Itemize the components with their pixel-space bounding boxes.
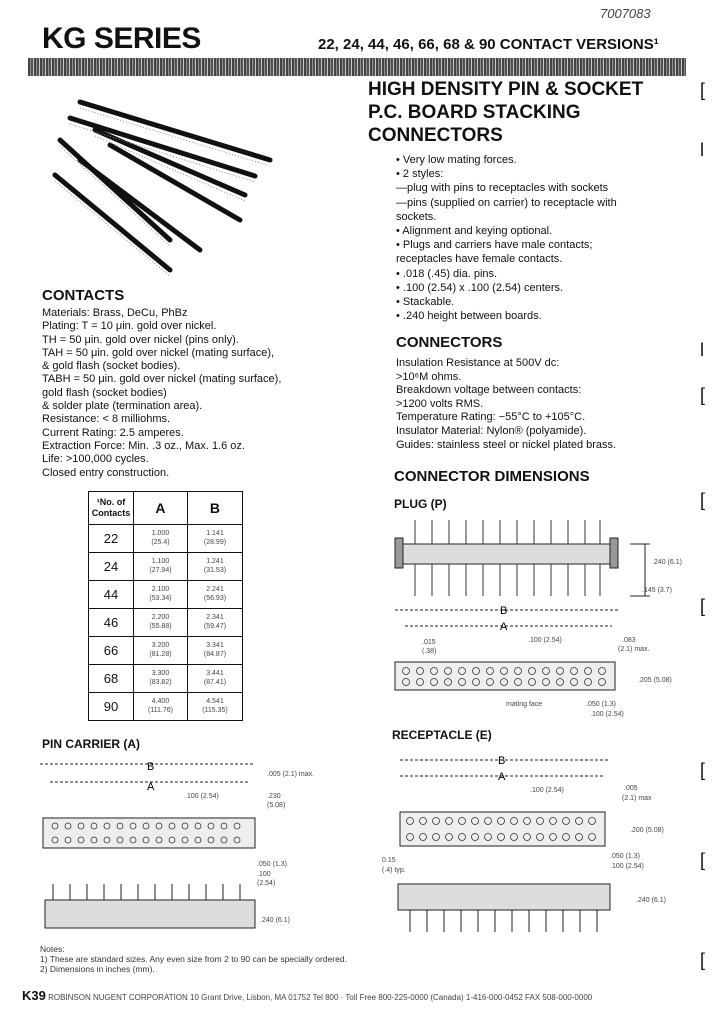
plug-dim-015b: (.38)	[422, 648, 437, 655]
edge-mark: [	[700, 80, 706, 100]
page-number: K39	[22, 988, 46, 1003]
feature-item: • Very low mating forces.	[396, 154, 517, 166]
table-row: 66 3.200 (81.28) 3.341 (84.87)	[89, 637, 243, 665]
table-row: 90 4.400 (111.76) 4.541 (115.35)	[89, 693, 243, 721]
table-row: 68 3.300 (83.82) 3.441 (87.41)	[89, 665, 243, 693]
plug-letter-b: B	[500, 605, 508, 617]
product-title-line-1: HIGH DENSITY PIN & SOCKET	[368, 79, 644, 100]
contacts-line: Plating: T = 10 μin. gold over nickel.	[42, 320, 217, 333]
contacts-line: Closed entry construction.	[42, 466, 170, 479]
carrier-dim-005: .005 (2.1) max.	[267, 771, 315, 778]
carrier-letter-a: A	[147, 781, 155, 793]
product-title-line-3: CONNECTORS	[368, 125, 503, 146]
carrier-dim-100b: .100	[257, 871, 271, 878]
connectors-line: >1200 volts RMS.	[396, 397, 484, 410]
plug-label: PLUG (P)	[394, 497, 447, 511]
table-row: 44 2.100 (53.34) 2.241 (56.93)	[89, 581, 243, 609]
receptacle-dim-015: 0.15	[382, 857, 396, 864]
table-header-b: B	[187, 492, 242, 525]
connectors-heading: CONNECTORS	[396, 334, 503, 351]
plug-letter-a: A	[500, 621, 508, 633]
contact-versions: 22, 24, 44, 46, 66, 68 & 90 CONTACT VERSIONS¹	[318, 36, 659, 53]
product-title-line-2: P.C. BOARD STACKING	[368, 102, 581, 123]
feature-item: • Stackable.	[396, 296, 455, 309]
plug-dim-240: .240 (6.1)	[652, 559, 682, 566]
receptacle-dim-015b: (.4) typ.	[382, 867, 406, 874]
receptacle-letter-b: B	[498, 755, 506, 767]
notes	[40, 944, 347, 974]
feature-item: receptacles have female contacts.	[396, 253, 563, 266]
note-item: 2) Dimensions in inches (mm).	[40, 964, 155, 974]
carrier-dim-230: .230	[267, 793, 281, 800]
edge-mark: l	[700, 140, 704, 160]
feature-item: • .100 (2.54) x .100 (2.54) centers.	[396, 281, 564, 294]
header-rule	[28, 58, 686, 76]
carrier-dim-100c: (2.54)	[257, 880, 276, 887]
contacts-line: gold flash (socket bodies)	[42, 386, 167, 399]
feature-item: sockets.	[396, 210, 437, 223]
carrier-letter-b: B	[147, 761, 155, 773]
contacts-line: Current Rating: 2.5 amperes.	[42, 426, 184, 439]
feature-item: —pins (supplied on carrier) to receptacle with	[396, 196, 617, 209]
footer-text: ROBINSON NUGENT CORPORATION 10 Grant Drive, Lisbon, MA 01752 Tel 800 · Toll Free 800-225-0000 (Canada) 1-416-000-0452 FAX 508-000-0000	[48, 993, 593, 1002]
handwritten-note: 7007083	[600, 6, 651, 21]
contacts-line: Extraction Force: Min. .3 oz., Max. 1.6 oz.	[42, 439, 245, 452]
contacts-specs	[42, 307, 281, 480]
contacts-line: Materials: Brass, DeCu, PhBz	[42, 307, 188, 319]
edge-mark: [	[700, 760, 706, 780]
connectors-line: Breakdown voltage between contacts:	[396, 384, 582, 397]
plug-dim-015: .015	[422, 639, 436, 646]
contact-size-table	[88, 491, 243, 721]
plug-dim-100b: .100 (2.54)	[590, 711, 624, 718]
connectors-line: Guides: stainless steel or nickel plated brass.	[396, 438, 617, 451]
table-row: 22 1.000 (25.4) 1.141 (28.99)	[89, 525, 243, 553]
footer	[22, 988, 592, 1003]
contacts-heading: CONTACTS	[42, 287, 125, 304]
plug-dim-083b: (2.1) max.	[618, 646, 650, 653]
note-item: 1) These are standard sizes. Any even size from 2 to 90 can be specially ordered.	[40, 954, 347, 964]
carrier-dim-100: .100 (2.54)	[185, 793, 219, 800]
feature-item: • 2 styles:	[396, 168, 444, 181]
edge-mark: [	[700, 596, 706, 616]
receptacle-letter-a: A	[498, 771, 506, 783]
contacts-line: & gold flash (socket bodies).	[42, 360, 181, 373]
plug-dim-050: .050 (1.3)	[586, 701, 616, 708]
plug-dim-205: .205 (5.08)	[638, 677, 672, 684]
edge-mark: l	[700, 340, 704, 360]
series-title: KG SERIES	[42, 22, 201, 55]
contacts-line: & solder plate (termination area).	[42, 400, 203, 413]
receptacle-dim-100b: .100 (2.54)	[610, 863, 644, 870]
edge-mark: [	[700, 950, 706, 970]
connectors-line: Insulation Resistance at 500V dc:	[396, 357, 560, 369]
connectors-specs	[396, 357, 616, 452]
table-row: 24 1.100 (27.94) 1.241 (31.53)	[89, 553, 243, 581]
feature-list	[396, 153, 696, 323]
connectors-line: Temperature Rating: −55°C to +105°C.	[396, 411, 586, 424]
table-header-a: A	[134, 492, 188, 525]
receptacle-dim-005: .005	[624, 785, 638, 792]
contacts-line: Resistance: < 8 milliohms.	[42, 413, 171, 426]
notes-heading: Notes:	[40, 944, 65, 954]
carrier-dim-050: .050 (1.3)	[257, 861, 287, 868]
dimensions-heading: CONNECTOR DIMENSIONS	[394, 468, 590, 485]
plug-dim-083: .083	[622, 637, 636, 644]
table-header-count: ¹No. of Contacts	[89, 492, 134, 525]
receptacle-dim-100: .100 (2.54)	[530, 787, 564, 794]
contacts-line: TAH = 50 μin. gold over nickel (mating surface),	[42, 346, 275, 359]
feature-item: • Plugs and carriers have male contacts;	[396, 239, 593, 252]
feature-item: • Alignment and keying optional.	[396, 225, 553, 238]
pin-carrier-label: PIN CARRIER (A)	[42, 737, 140, 751]
plug-dim-145: .145 (3.7)	[642, 587, 672, 594]
feature-item: • .018 (.45) dia. pins.	[396, 267, 498, 280]
plug-mating-face: mating face	[506, 701, 543, 708]
connectors-line: Insulator Material: Nylon® (polyamide).	[396, 424, 587, 437]
carrier-dim-230b: (5.08)	[267, 802, 286, 809]
edge-mark: [	[700, 385, 706, 405]
contacts-line: TH = 50 μin. gold over nickel (pins only).	[42, 333, 239, 346]
receptacle-dim-200: .200 (5.08)	[630, 827, 664, 834]
edge-mark: [	[700, 850, 706, 870]
receptacle-dim-240: .240 (6.1)	[636, 897, 666, 904]
carrier-dim-240: .240 (6.1)	[260, 917, 290, 924]
plug-dim-100: .100 (2.54)	[528, 637, 562, 644]
contacts-line: TABH = 50 μin. gold over nickel (mating surface),	[42, 373, 282, 386]
connectors-line: >10⁶M ohms.	[396, 370, 462, 383]
plug-drawing	[380, 510, 700, 725]
receptacle-dim-005b: (2.1) max	[622, 795, 652, 802]
feature-item: • .240 height between boards.	[396, 310, 542, 323]
product-photo	[40, 90, 280, 280]
feature-item: —plug with pins to receptacles with sockets	[396, 182, 609, 195]
receptacle-drawing	[360, 744, 695, 944]
pin-carrier-drawing	[35, 752, 335, 942]
contacts-line: Life: >100,000 cycles.	[42, 453, 149, 466]
table-row: 46 2.200 (55.88) 2.341 (59.47)	[89, 609, 243, 637]
receptacle-label: RECEPTACLE (E)	[392, 728, 492, 742]
receptacle-dim-050: .050 (1.3)	[610, 853, 640, 860]
edge-mark: [	[700, 490, 706, 510]
